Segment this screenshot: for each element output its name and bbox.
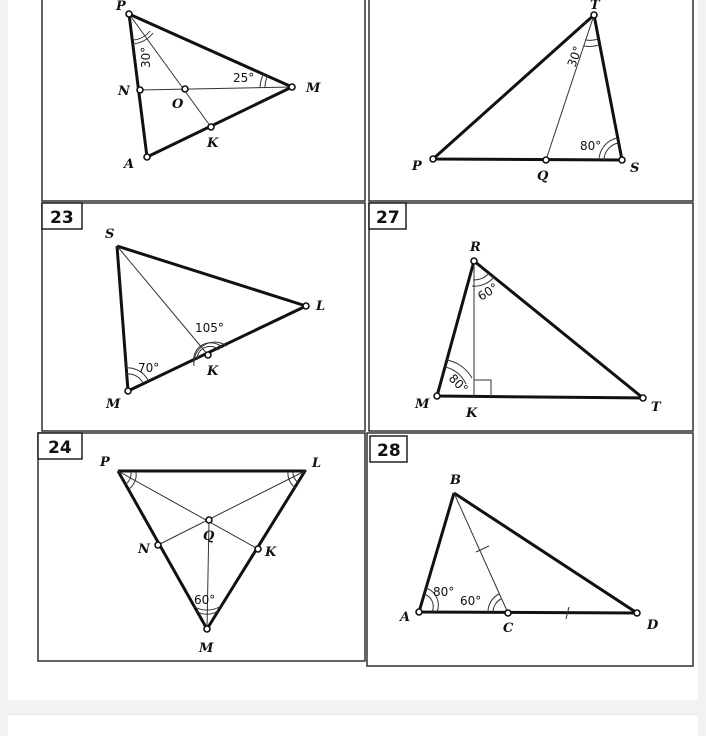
angle-label-s: 80° (580, 139, 602, 153)
point-l (303, 303, 309, 309)
problem-number: 27 (376, 208, 400, 228)
right-angle-mark (474, 380, 491, 397)
label-k: K (207, 136, 219, 151)
label-t: T (590, 0, 600, 13)
angle-arc-p (126, 472, 131, 484)
angle-arc-t (586, 39, 598, 40)
label-q: Q (537, 169, 549, 184)
angle-arc-c (493, 599, 501, 612)
point-a (416, 609, 422, 615)
label-l: L (312, 456, 322, 471)
label-q: Q (203, 529, 215, 544)
angle-label-c: 60° (460, 594, 482, 608)
segment-nm (140, 87, 292, 90)
panel-23-frame (42, 203, 365, 431)
label-c: C (503, 621, 514, 636)
label-d: D (647, 618, 659, 633)
angle-label-m: 25° (233, 71, 255, 85)
angle-label-m: 60° (194, 593, 216, 607)
point-p (126, 11, 132, 17)
angle-label-m: 80° (445, 371, 471, 397)
point-m (434, 393, 440, 399)
angle-label-k: 105° (195, 321, 224, 335)
label-o: O (172, 97, 184, 112)
label-a: A (400, 610, 411, 625)
label-s: S (105, 227, 115, 242)
label-k: K (207, 364, 219, 379)
point-n (155, 542, 161, 548)
label-m: M (106, 397, 121, 412)
angle-arc-m-2 (260, 73, 264, 88)
point-s (619, 157, 625, 163)
angle-arc-p-2 (129, 472, 136, 489)
label-s: S (630, 161, 640, 176)
point-k (255, 546, 261, 552)
label-l: L (316, 299, 326, 314)
problem-number: 28 (377, 441, 401, 461)
point-r (471, 258, 477, 264)
label-n: N (118, 84, 130, 99)
point-t (640, 395, 646, 401)
label-k: K (466, 406, 478, 421)
figure-27 (369, 203, 662, 421)
point-k (205, 352, 211, 358)
point-m (289, 84, 295, 90)
label-p: P (412, 159, 422, 174)
angle-arc-a (424, 594, 433, 612)
label-p: P (100, 455, 110, 470)
point-n (137, 87, 143, 93)
label-m: M (306, 81, 321, 96)
point-m (204, 626, 210, 632)
label-a: A (124, 157, 135, 172)
angle-arc-s (604, 143, 618, 160)
point-m (125, 388, 131, 394)
angle-label-m: 70° (138, 361, 160, 375)
figure-22 (115, 0, 321, 172)
point-q (206, 517, 212, 523)
figure-24 (38, 433, 321, 656)
label-b: B (450, 473, 461, 488)
point-p (430, 156, 436, 162)
problem-number: 23 (50, 208, 74, 228)
label-t: T (651, 400, 661, 415)
point-o (182, 86, 188, 92)
point-c (505, 610, 511, 616)
point-d (634, 610, 640, 616)
angle-label-t: 30° (564, 44, 586, 70)
angle-label-r: 60° (475, 280, 501, 304)
figure-26 (411, 0, 639, 184)
segment-sk (117, 246, 208, 355)
point-a (144, 154, 150, 160)
label-p: P (116, 0, 126, 14)
label-k: K (265, 545, 277, 560)
label-m: M (415, 397, 430, 412)
angle-label-a: 80° (433, 585, 455, 599)
point-q (543, 157, 549, 163)
angle-arc-t-2 (584, 45, 599, 47)
label-r: R (470, 240, 481, 255)
label-n: N (138, 542, 150, 557)
problem-number: 24 (48, 438, 72, 458)
triangle-rtm (437, 261, 643, 398)
label-m: M (199, 641, 214, 656)
point-k (208, 124, 214, 130)
angle-label-p: 30° (139, 46, 153, 68)
panel-28-frame (367, 433, 693, 666)
figure-23 (42, 203, 325, 412)
panel-22-frame (42, 0, 365, 201)
angle-arc-r (473, 273, 489, 280)
figure-28 (370, 436, 659, 636)
